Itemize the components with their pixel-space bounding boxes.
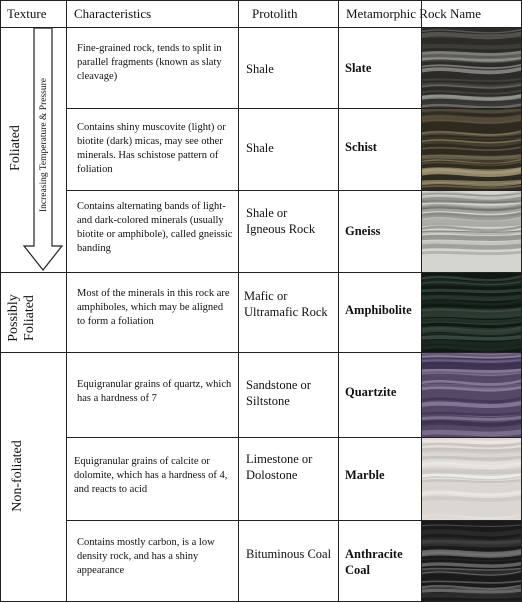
group-label-possibly-foliated <box>6 288 38 348</box>
rock-photo <box>422 438 521 520</box>
table-row-rock-name: Amphibolite <box>345 303 412 317</box>
table-row-rock-name: Slate <box>345 61 372 75</box>
table-row-characteristics: Equigranular grains of calcite or dolomite, which has a hardness of 4, and reacts to acid <box>74 456 228 495</box>
header-rock-name: Metamorphic Rock Name <box>346 6 482 21</box>
table-row-characteristics: Contains alternating bands of light- and dark-colored minerals (usually biotite or amphibole), called gneissic banding <box>77 201 233 254</box>
table-row-protolith: Shale <box>246 141 274 155</box>
table-row-protolith: Shale or Igneous Rock <box>246 206 316 236</box>
table-row-protolith: Shale <box>246 62 274 76</box>
table-row-protolith: Mafic or Ultramafic Rock <box>244 289 328 319</box>
column-divider <box>338 0 339 602</box>
table-row-characteristics: Equigranular grains of quartz, which has a hardness of 7 <box>77 379 232 404</box>
table-row-characteristics: Contains mostly carbon, is a low density rock, and has a shiny appearance <box>77 537 215 576</box>
table-row-protolith: Limestone or Dolostone <box>246 452 313 482</box>
rock-photo <box>422 353 521 437</box>
group-label-possibly-line1: Possibly <box>6 294 21 342</box>
rock-photo <box>422 273 521 352</box>
arrow-label: Increasing Temperature & Pressure <box>39 78 49 212</box>
column-divider <box>238 0 239 602</box>
header-protolith: Protolith <box>252 6 298 21</box>
rock-photo <box>422 521 521 601</box>
rock-photo <box>422 109 521 190</box>
header-texture: Texture <box>7 6 47 21</box>
rock-photo <box>422 191 521 272</box>
group-label-possibly-line2: Foliated <box>22 295 37 341</box>
table-row-protolith: Sandstone or Siltstone <box>246 378 311 408</box>
group-label-foliated: Foliated <box>8 125 23 171</box>
table-row-characteristics: Most of the minerals in this rock are amphiboles, which may be aligned to form a foliation <box>77 288 230 327</box>
table-row-protolith: Bituminous Coal <box>246 547 332 561</box>
table-border-left <box>0 0 1 602</box>
rock-photo <box>422 28 521 108</box>
header-characteristics: Characteristics <box>74 6 152 21</box>
table-row-characteristics: Fine-grained rock, tends to split in parallel fragments (known as slaty cleavage) <box>77 43 222 82</box>
table-row-rock-name: Schist <box>345 140 377 154</box>
table-border-bottom <box>0 601 522 602</box>
table-row-rock-name: Gneiss <box>345 224 381 238</box>
table-row-rock-name: Anthracite Coal <box>345 547 403 577</box>
table-row-rock-name: Marble <box>345 468 385 482</box>
group-label-non-foliated: Non-foliated <box>10 440 25 512</box>
table-row-characteristics: Contains shiny muscovite (light) or biotite (dark) micas, may see other minerals. Has schistose pattern of foliation <box>77 122 226 175</box>
column-divider <box>66 0 67 602</box>
table-row-rock-name: Quartzite <box>345 385 397 399</box>
table-border-top <box>0 0 522 1</box>
